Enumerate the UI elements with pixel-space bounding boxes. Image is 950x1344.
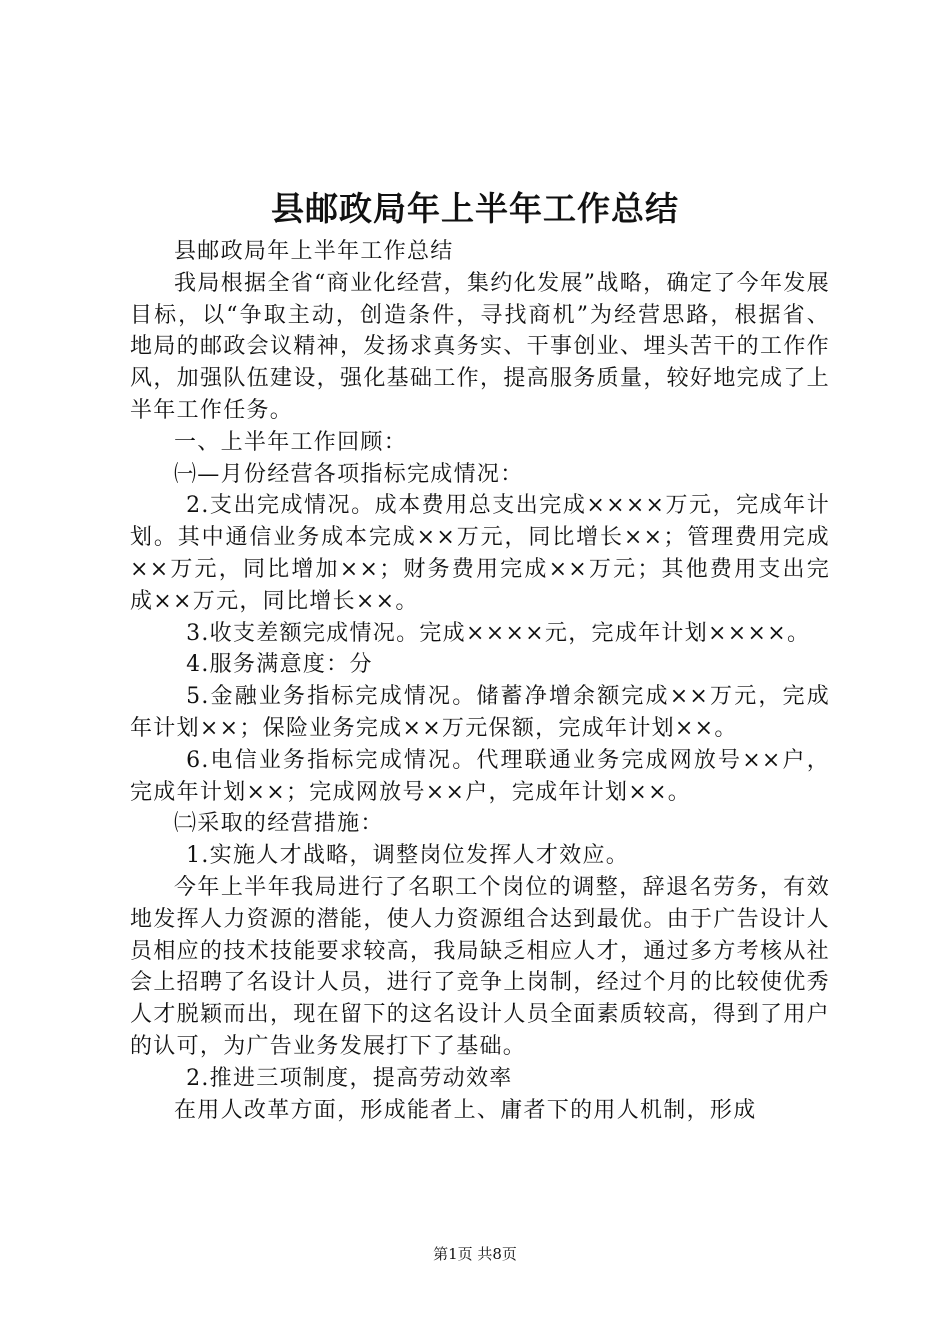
paragraph: 在用人改革方面，形成能者上、庸者下的用人机制，形成	[174, 1097, 757, 1123]
subsection-heading: ㈡采取的经营措施：	[174, 811, 384, 837]
numbered-paragraph: 4.服务满意度：分	[186, 652, 373, 678]
numbered-paragraph: 2.支出完成情况。成本费用总支出完成××××万元，完成年计划。其中通信业务成本完成××万元，同比增长××；管理费用完成××万元，同比增加××；财务费用完成××万元；其他费用支出完成××万元，同比增长××。	[130, 493, 830, 614]
paragraph: 县邮政局年上半年工作总结	[174, 239, 454, 264]
subsection-heading: ㈠—月份经营各项指标完成情况：	[174, 461, 524, 487]
numbered-paragraph: 6.电信业务指标完成情况。代理联通业务完成网放号××户，完成年计划××；完成网放号××户，完成年计划××。	[130, 747, 830, 805]
document-body	[130, 236, 830, 1126]
numbered-paragraph: 2.推进三项制度，提高劳动效率	[186, 1065, 513, 1091]
page-footer: 第1页 共8页	[433, 1245, 517, 1263]
numbered-paragraph: 1.实施人才战略，调整岗位发挥人才效应。	[186, 843, 630, 869]
paragraph: 我局根据全省“商业化经营，集约化发展”战略，确定了今年发展目标，以“争取主动，创造条件，寻找商机”为经营思路，根据省、地局的邮政会议精神，发扬求真务实、干事创业、埋头苦干的工作作风，加强队伍建设，强化基础工作，提高服务质量，较好地完成了上半年工作任务。	[130, 270, 830, 423]
document-title: 县邮政局年上半年工作总结	[271, 189, 679, 228]
section-heading: 一、上半年工作回顾：	[174, 429, 408, 455]
numbered-paragraph: 5.金融业务指标完成情况。储蓄净增余额完成××万元，完成年计划××；保险业务完成××万元保额，完成年计划××。	[130, 684, 830, 741]
paragraph: 今年上半年我局进行了名职工个岗位的调整，辞退名劳务，有效地发挥人力资源的潜能，使人力资源组合达到最优。由于广告设计人员相应的技术技能要求较高，我局缺乏相应人才，通过多方考核从社会上招聘了名设计人员，进行了竞争上岗制，经过个月的比较使优秀人才脱颖而出，现在留下的这名设计人员全面素质较高，得到了用户的认可，为广告业务发展打下了基础。	[130, 874, 830, 1059]
numbered-paragraph: 3.收支差额完成情况。完成××××元，完成年计划××××。	[186, 620, 811, 646]
